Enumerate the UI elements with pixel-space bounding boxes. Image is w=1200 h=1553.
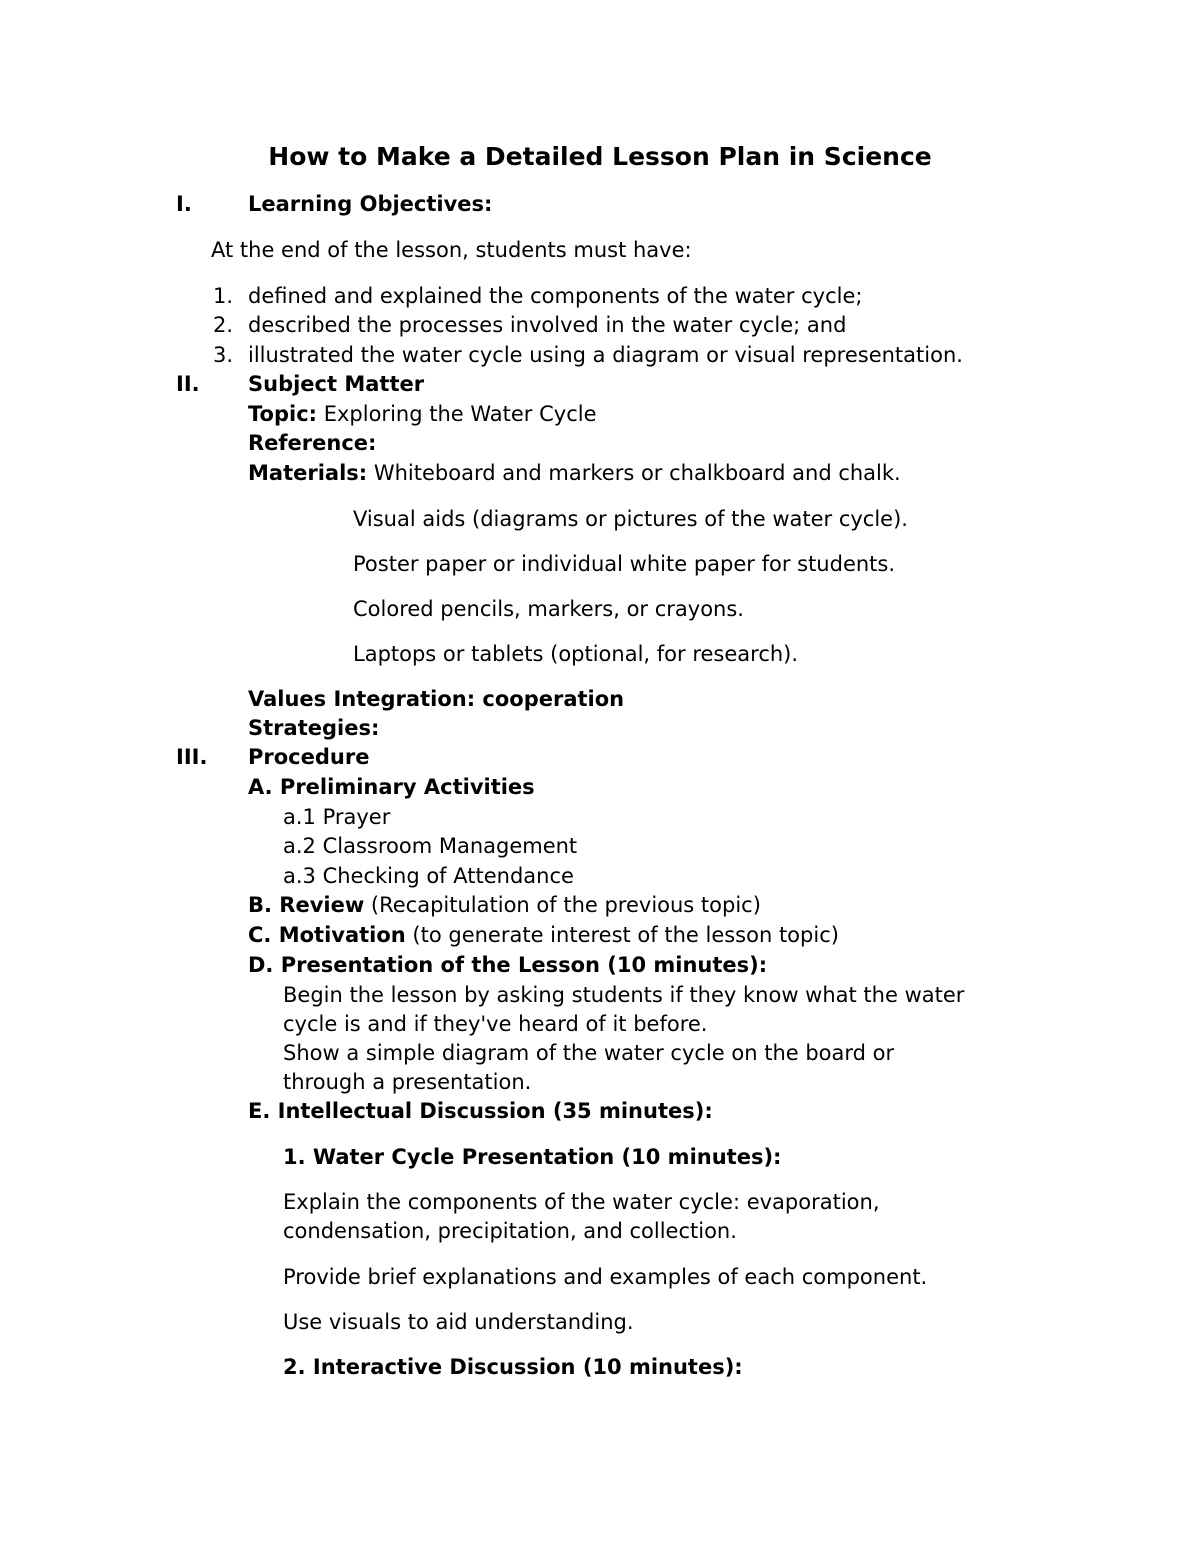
objective-number: 3. (213, 343, 234, 367)
interactive-discussion-heading: 2. Interactive Discussion (10 minutes): (283, 1355, 743, 1379)
objective-text: defined and explained the components of the water cycle; (248, 284, 863, 308)
section-2-numeral: II. (176, 372, 200, 396)
presentation-heading: D. Presentation of the Lesson (10 minutes): (248, 953, 768, 977)
preliminary-item: a.2 Classroom Management (283, 834, 578, 858)
objective-text: described the processes involved in the water cycle; and (248, 313, 847, 337)
presentation-line: Begin the lesson by asking students if they know what the water (283, 983, 965, 1007)
topic-label: Topic: (248, 402, 318, 426)
preliminary-item: a.1 Prayer (283, 805, 391, 829)
objective-text: illustrated the water cycle using a diagram or visual representation. (248, 343, 963, 367)
topic-value: Exploring the Water Cycle (317, 402, 597, 426)
water-cycle-paragraph: condensation, precipitation, and collection. (283, 1219, 737, 1243)
material-item: Colored pencils, markers, or crayons. (353, 597, 744, 621)
material-item: Laptops or tablets (optional, for research). (353, 642, 799, 666)
reference-label: Reference: (248, 431, 377, 455)
review-label: B. Review (248, 893, 365, 917)
material-item: Visual aids (diagrams or pictures of the water cycle). (353, 507, 908, 531)
presentation-line: cycle is and if they've heard of it before. (283, 1012, 708, 1036)
materials-line (248, 459, 901, 489)
presentation-line: Show a simple diagram of the water cycle on the board or (283, 1041, 895, 1065)
motivation-label: C. Motivation (248, 923, 406, 947)
water-cycle-paragraph: Provide brief explanations and examples of each component. (283, 1265, 928, 1289)
review-line (248, 891, 761, 921)
objective-number: 2. (213, 313, 234, 337)
section-3-numeral: III. (176, 745, 208, 769)
water-cycle-paragraph: Explain the components of the water cycle: evaporation, (283, 1190, 880, 1214)
preliminary-heading: A. Preliminary Activities (248, 775, 535, 799)
topic-line (248, 400, 597, 430)
material-item: Poster paper or individual white paper for students. (353, 552, 896, 576)
water-cycle-paragraph: Use visuals to aid understanding. (283, 1310, 634, 1334)
values-integration: Values Integration: cooperation (248, 687, 625, 711)
section-2-heading: Subject Matter (248, 372, 425, 396)
review-text: (Recapitulation of the previous topic) (364, 893, 761, 917)
strategies-label: Strategies: (248, 716, 380, 740)
discussion-heading: E. Intellectual Discussion (35 minutes): (248, 1099, 713, 1123)
materials-label: Materials: (248, 461, 368, 485)
section-1-numeral: I. (176, 192, 192, 216)
section-3-heading: Procedure (248, 745, 370, 769)
document-title: How to Make a Detailed Lesson Plan in Science (268, 142, 932, 171)
objective-number: 1. (213, 284, 234, 308)
water-cycle-presentation-heading: 1. Water Cycle Presentation (10 minutes): (283, 1145, 782, 1169)
presentation-line: through a presentation. (283, 1070, 532, 1094)
motivation-line (248, 921, 839, 951)
preliminary-item: a.3 Checking of Attendance (283, 864, 574, 888)
material-item: Whiteboard and markers or chalkboard and chalk. (367, 461, 901, 485)
objectives-intro: At the end of the lesson, students must have: (211, 238, 692, 262)
section-1-heading: Learning Objectives: (248, 192, 493, 216)
motivation-text: (to generate interest of the lesson topic) (405, 923, 839, 947)
